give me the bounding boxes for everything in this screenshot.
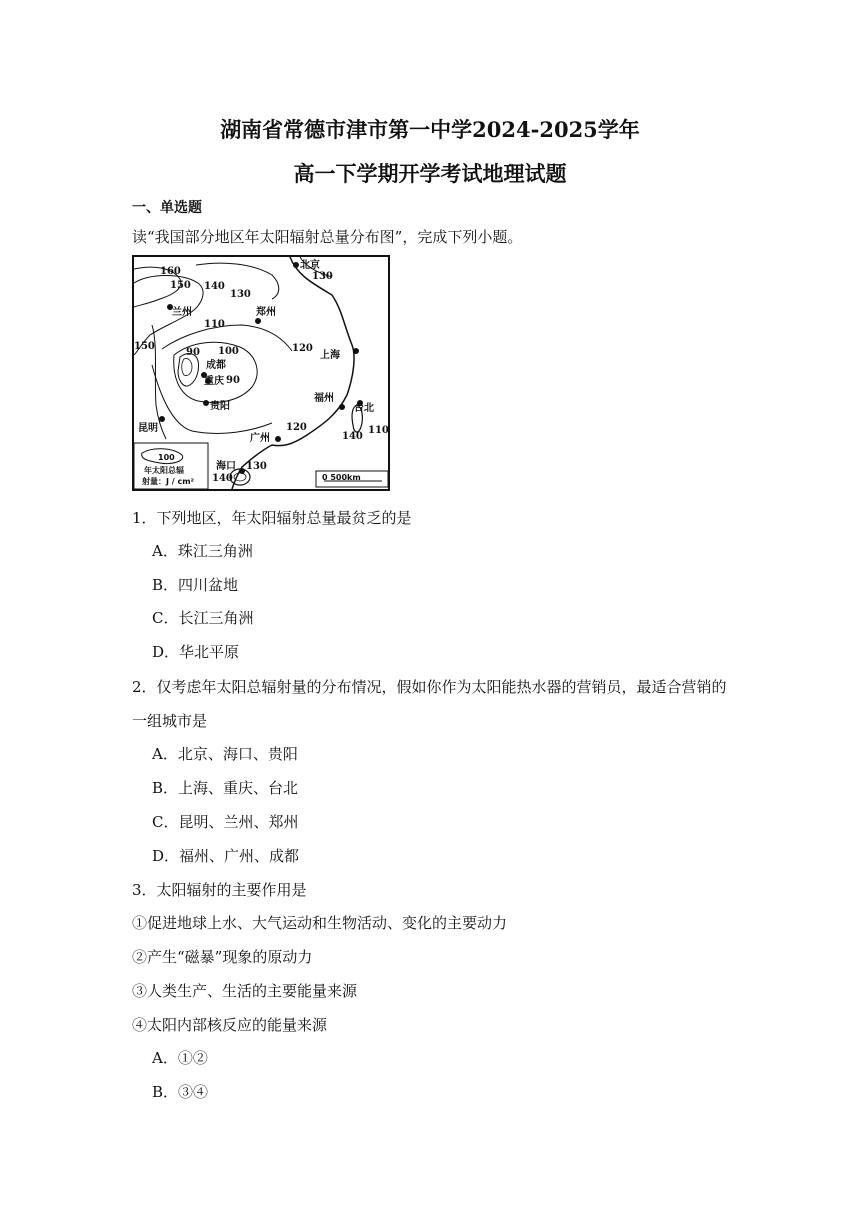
contour-label: 130 [230, 289, 251, 300]
question-1-option-c: C．长江三角洲 [152, 609, 254, 627]
question-1-option-b: B．四川盆地 [152, 576, 239, 594]
question-2-stem-line1: 2．仅考虑年太阳总辐射量的分布情况，假如你作为太阳能热水器的营销员，最适合营销的 [132, 678, 727, 696]
question-3-option-a: A．①② [152, 1049, 208, 1067]
contour-label: 140 [212, 473, 233, 484]
contour-label: 110 [204, 319, 225, 330]
question-3-stem: 3．太阳辐射的主要作用是 [132, 881, 307, 899]
question-1-option-a: A．珠江三角洲 [152, 542, 253, 560]
city-label: 台北 [354, 403, 374, 414]
city-label: 海口 [216, 461, 236, 472]
city-label: 昆明 [138, 423, 158, 434]
contour-label: 150 [134, 341, 155, 352]
contour-label: 140 [204, 281, 225, 292]
contour-label: 140 [342, 431, 363, 442]
question-3-statement-1: ①促进地球上水、大气运动和生物活动、变化的主要动力 [132, 914, 508, 932]
city-label: 贵阳 [210, 401, 230, 412]
contour-label: 130 [312, 271, 333, 282]
contour-label: 90 [226, 375, 240, 386]
city-label: 北京 [300, 260, 320, 271]
scale-label: 0 500km [322, 473, 361, 482]
city-label: 郑州 [256, 307, 276, 318]
document-title-line1: 湖南省常德市津市第一中学2024-2025学年 [220, 117, 640, 142]
city-label: 重庆 [204, 376, 224, 387]
legend-value: 100 [158, 453, 175, 462]
question-2-option-d: D．福州、广州、成都 [152, 847, 300, 865]
question-intro: 读“我国部分地区年太阳辐射总量分布图”，完成下列小题。 [132, 228, 523, 246]
section-heading: 一、单选题 [132, 200, 202, 216]
document-title-line2: 高一下学期开学考试地理试题 [293, 161, 567, 186]
legend-text-line2: 射量：J / cm² [142, 477, 195, 486]
contour-label: 100 [218, 346, 239, 357]
city-label: 上海 [320, 350, 340, 361]
question-1-stem: 1．下列地区，年太阳辐射总量最贫乏的是 [132, 509, 412, 527]
contour-label: 90 [186, 347, 200, 358]
contour-label: 130 [246, 461, 267, 472]
question-3-statement-2: ②产生“磁暴”现象的原动力 [132, 948, 313, 966]
legend-text-line1: 年太阳总辐 [144, 466, 184, 475]
question-1-option-d: D．华北平原 [152, 643, 240, 661]
question-3-statement-3: ③人类生产、生活的主要能量来源 [132, 982, 358, 1000]
contour-label: 120 [286, 422, 307, 433]
solar-radiation-map [132, 255, 390, 491]
contour-label: 150 [170, 280, 191, 291]
question-2-option-b: B．上海、重庆、台北 [152, 779, 299, 797]
contour-label: 110 [368, 425, 389, 436]
city-label: 广州 [250, 433, 270, 444]
city-label: 福州 [314, 393, 334, 404]
question-2-stem-line2: 一组城市是 [132, 712, 208, 730]
question-3-option-b: B．③④ [152, 1083, 209, 1101]
contour-label: 160 [160, 266, 181, 277]
question-3-statement-4: ④太阳内部核反应的能量来源 [132, 1016, 328, 1034]
question-2-option-c: C．昆明、兰州、郑州 [152, 813, 299, 831]
city-label: 兰州 [172, 307, 192, 318]
city-label: 成都 [206, 360, 226, 371]
contour-label: 120 [292, 343, 313, 354]
question-2-option-a: A．北京、海口、贵阳 [152, 745, 298, 763]
